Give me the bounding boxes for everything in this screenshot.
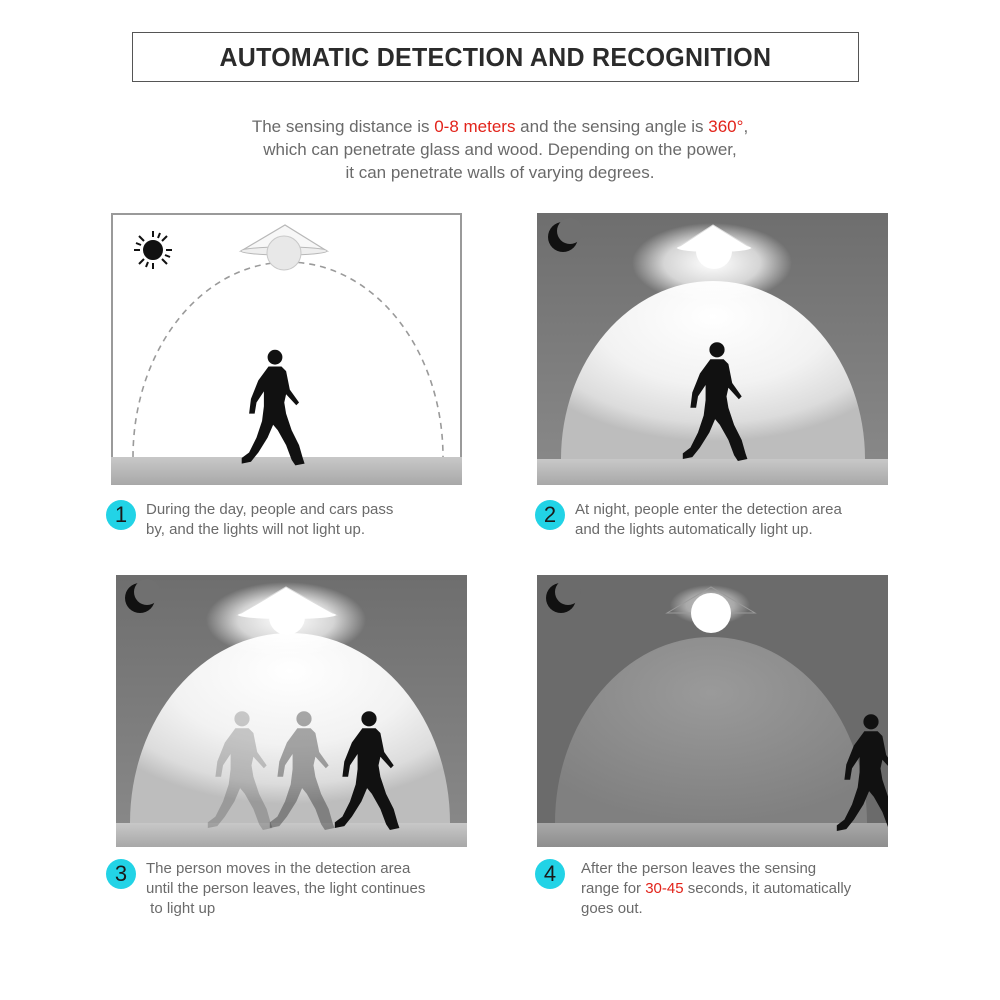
intro-text: ,	[743, 117, 749, 136]
intro-line-3: it can penetrate walls of varying degrees.	[345, 163, 655, 182]
scene-night-moving	[116, 575, 467, 847]
step-number-badge: 4	[535, 859, 565, 889]
step-caption-3	[106, 859, 425, 919]
step-description: At night, people enter the detection area and the lights automatically light up.	[575, 501, 842, 538]
intro-line-1	[150, 115, 850, 138]
step-caption-2	[535, 500, 842, 540]
scene-night-dim	[537, 575, 888, 847]
intro-paragraph	[150, 115, 850, 184]
step-number-badge: 3	[106, 859, 136, 889]
page-title: AUTOMATIC DETECTION AND RECOGNITION	[219, 41, 772, 72]
timeout-seconds: 30-45	[645, 880, 684, 897]
intro-text: The sensing distance is	[251, 117, 435, 136]
intro-line-2: which can penetrate glass and wood. Depending on the power,	[263, 140, 737, 159]
title-box	[132, 32, 859, 82]
step-caption-4	[535, 859, 851, 919]
scene-day	[111, 213, 462, 485]
step-description: During the day, people and cars pass by, and the lights will not light up.	[146, 501, 394, 538]
step-number-badge: 2	[535, 500, 565, 530]
step-description: After the person leaves the sensing range for 30-45 seconds, it automatically goes out.	[581, 860, 852, 917]
sun-icon	[134, 231, 172, 269]
step-caption-1	[106, 500, 393, 540]
sensing-distance: 0-8 meters	[434, 117, 516, 136]
step-description: The person moves in the detection area until the person leaves, the light continues to light up	[146, 860, 426, 917]
sensing-angle: 360°	[708, 117, 744, 136]
step-number-badge: 1	[106, 500, 136, 530]
intro-text: and the sensing angle is	[515, 117, 709, 136]
scene-night-lit	[537, 213, 888, 485]
